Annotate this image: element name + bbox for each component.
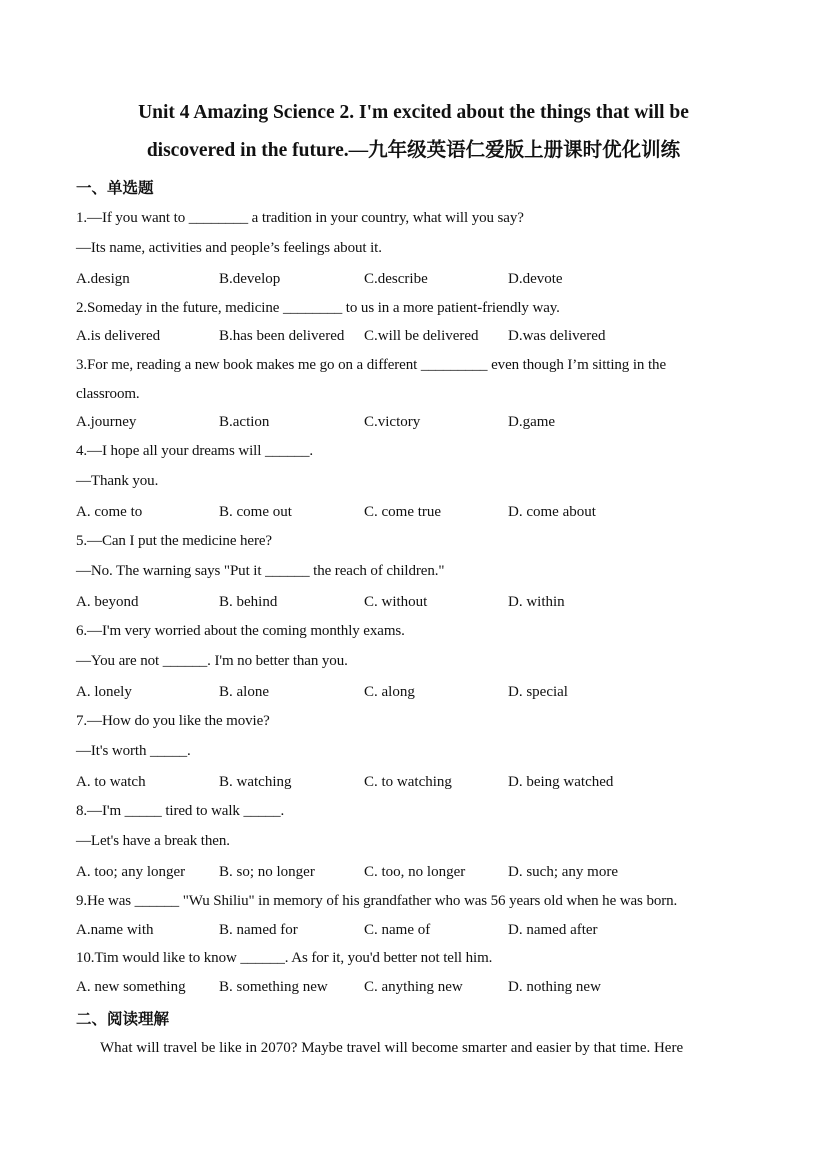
option-c: C. too, no longer	[364, 864, 466, 880]
option-a: A.is delivered	[76, 328, 161, 344]
question-5-line-1: 5.—Can I put the medicine here?	[76, 533, 272, 549]
option-a: A. new something	[76, 979, 186, 995]
option-b: B.action	[219, 414, 270, 430]
option-d: D.devote	[508, 271, 563, 287]
option-b: B. behind	[219, 594, 278, 610]
question-6-line-1: 6.—I'm very worried about the coming monthly exams.	[76, 623, 405, 639]
option-c: C. without	[364, 594, 428, 610]
question-5-line-2: —No. The warning says "Put it ______ the reach of children."	[76, 563, 445, 579]
option-b: B.develop	[219, 271, 281, 287]
option-b: B. come out	[219, 504, 292, 520]
option-a: A. lonely	[76, 684, 132, 700]
option-b: B. so; no longer	[219, 864, 315, 880]
option-c: C. along	[364, 684, 415, 700]
question-5-options	[76, 594, 776, 614]
question-4-line-1: 4.—I hope all your dreams will ______.	[76, 443, 313, 459]
option-a: A.design	[76, 271, 130, 287]
question-6-options	[76, 684, 776, 704]
question-3-line-2: classroom.	[76, 386, 140, 402]
question-2-options	[76, 328, 776, 348]
section-heading-reading: 二、阅读理解	[76, 1011, 170, 1028]
option-a: A. come to	[76, 504, 143, 520]
option-b: B. named for	[219, 922, 298, 938]
option-a: A. to watch	[76, 774, 146, 790]
title-line-2: discovered in the future.—九年级英语仁爱版上册课时优化训练	[146, 140, 681, 161]
question-1-line-2: —Its name, activities and people’s feelings about it.	[76, 240, 382, 256]
question-1-options	[76, 271, 776, 291]
document-title	[60, 94, 767, 170]
option-d: D. come about	[508, 504, 596, 520]
question-7-options	[76, 774, 776, 794]
question-8-line-2: —Let's have a break then.	[76, 833, 230, 849]
option-b: B. something new	[219, 979, 328, 995]
question-3-line-1: 3.For me, reading a new book makes me go on a different _________ even though I’m sitting in the	[76, 357, 666, 373]
question-9-line-1: 9.He was ______ "Wu Shiliu" in memory of his grandfather who was 56 years old when he was born.	[76, 893, 678, 909]
option-c: C. come true	[364, 504, 442, 520]
question-9-options	[76, 922, 776, 942]
option-c: C. to watching	[364, 774, 452, 790]
option-d: D. within	[508, 594, 565, 610]
option-c: C. anything new	[364, 979, 463, 995]
question-10-line-1: 10.Tim would like to know ______. As for it, you'd better not tell him.	[76, 950, 493, 966]
option-a: A.journey	[76, 414, 137, 430]
option-d: D. being watched	[508, 774, 614, 790]
option-d: D. named after	[508, 922, 598, 938]
option-b: B. watching	[219, 774, 292, 790]
question-4-line-2: —Thank you.	[76, 473, 159, 489]
option-d: D.was delivered	[508, 328, 606, 344]
question-8-line-1: 8.—I'm _____ tired to walk _____.	[76, 803, 285, 819]
option-d: D. such; any more	[508, 864, 618, 880]
option-c: C. name of	[364, 922, 431, 938]
question-1-line-1: 1.—If you want to ________ a tradition in your country, what will you say?	[76, 210, 524, 226]
option-d: D. special	[508, 684, 568, 700]
option-b: B.has been delivered	[219, 328, 345, 344]
option-b: B. alone	[219, 684, 269, 700]
question-10-options	[76, 979, 776, 999]
option-d: D. nothing new	[508, 979, 601, 995]
question-6-line-2: —You are not ______. I'm no better than you.	[76, 653, 348, 669]
question-8-options	[76, 864, 776, 884]
question-7-line-2: —It's worth _____.	[76, 743, 191, 759]
question-3-options	[76, 414, 776, 434]
reading-paragraph-line-1: What will travel be like in 2070? Maybe travel will become smarter and easier by that time. Here	[100, 1040, 684, 1056]
option-a: A.name with	[76, 922, 154, 938]
section-heading-multiple-choice: 一、单选题	[76, 180, 154, 197]
question-7-line-1: 7.—How do you like the movie?	[76, 713, 270, 729]
option-c: C.victory	[364, 414, 421, 430]
option-c: C.describe	[364, 271, 428, 287]
option-a: A. too; any longer	[76, 864, 186, 880]
question-4-options	[76, 504, 776, 524]
title-line-1: Unit 4 Amazing Science 2. I'm excited about the things that will be	[138, 102, 689, 123]
question-2-line-1: 2.Someday in the future, medicine ________ to us in a more patient-friendly way.	[76, 300, 560, 316]
option-d: D.game	[508, 414, 556, 430]
option-a: A. beyond	[76, 594, 139, 610]
option-c: C.will be delivered	[364, 328, 479, 344]
